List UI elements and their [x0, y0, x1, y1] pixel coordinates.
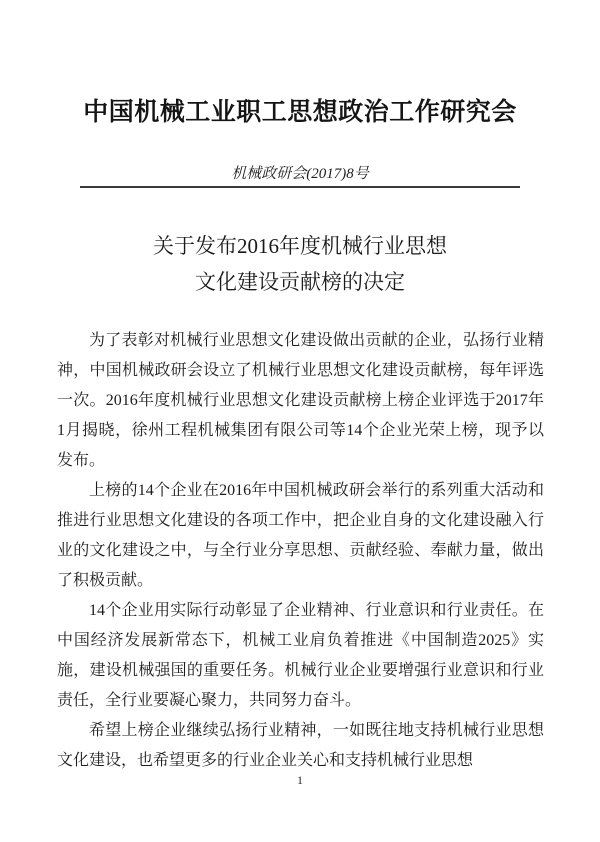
organization-title: 中国机械工业职工思想政治工作研究会 — [83, 99, 517, 126]
body-paragraph-2: 上榜的14个企业在2016年中国机械政研会举行的系列重大活动和推进行业思想文化建设的各项工作中，把企业自身的文化建设融入行业的文化建设之中，与全行业分享思想、贡献经验、奉献力量，做出了积极贡献。 — [57, 482, 544, 589]
page-number: 1 — [297, 773, 303, 787]
body-paragraph-1: 为了表彰对机械行业思想文化建设做出贡献的企业，弘扬行业精神，中国机械政研会设立了机械行业思想文化建设贡献榜，每年评选一次。2016年度机械行业思想文化建设贡献榜上榜企业评选于2017年1月揭晓，徐州工程机械集团有限公司等14个企业光荣上榜，现予以发布。 — [57, 332, 544, 469]
document-heading-line-1: 关于发布2016年度机械行业思想 — [153, 234, 447, 258]
document-number: 机械政研会(2017)8号 — [231, 166, 369, 182]
header-divider-rule — [80, 186, 520, 188]
document-body — [57, 326, 544, 776]
body-paragraph-3: 14个企业用实际行动彰显了企业精神、行业意识和行业责任。在中国经济发展新常态下，机械工业肩负着推进《中国制造2025》实施，建设机械强国的重要任务。机械行业企业要增强行业意识和行业责任，全行业要凝心聚力，共同努力奋斗。 — [57, 602, 544, 709]
document-heading-line-2: 文化建设贡献榜的决定 — [195, 270, 405, 294]
document-heading — [0, 228, 600, 300]
body-paragraph-4: 希望上榜企业继续弘扬行业精神，一如既往地支持机械行业思想文化建设，也希望更多的行业企业关心和支持机械行业思想 — [57, 722, 544, 769]
